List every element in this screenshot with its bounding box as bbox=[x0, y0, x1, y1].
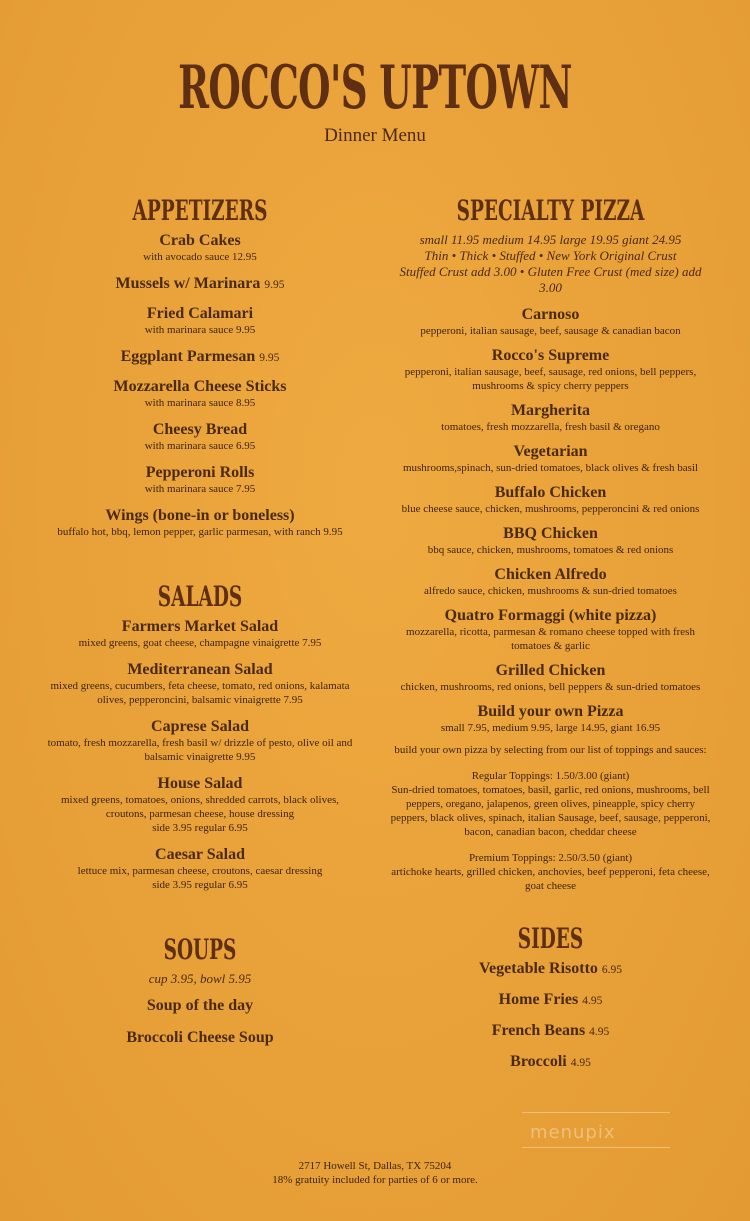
pizza-stuffed-note: Stuffed Crust add 3.00 • Gluten Free Crust (med size) add 3.00 bbox=[399, 264, 702, 295]
build-pizza-name: Build your own Pizza bbox=[477, 703, 624, 720]
menu-item bbox=[40, 348, 360, 367]
premium-toppings-list: artichoke hearts, grilled chicken, anchovies, beef pepperoni, feta cheese, goat cheese bbox=[391, 866, 710, 892]
item-description: with marinara sauce 6.95 bbox=[144, 440, 256, 452]
appetizers-list bbox=[40, 232, 360, 539]
menu-item bbox=[40, 718, 360, 764]
salads-list bbox=[40, 618, 360, 892]
item-name: Vegetarian bbox=[513, 443, 588, 460]
premium-toppings-title: Premium Toppings: 2.50/3.50 (giant) bbox=[468, 852, 633, 864]
menu-item bbox=[40, 464, 360, 496]
side-item bbox=[388, 991, 713, 1010]
menu-item bbox=[388, 484, 713, 516]
menu-item bbox=[40, 618, 360, 650]
item-name bbox=[40, 305, 360, 323]
pizza-sizes-note: small 11.95 medium 14.95 large 19.95 giant 24.95 bbox=[419, 232, 682, 247]
salads-heading: SALADS bbox=[157, 580, 243, 613]
side-price: 4.95 bbox=[582, 995, 603, 1007]
item-description: lettuce mix, parmesan cheese, croutons, caesar dressing bbox=[77, 865, 323, 877]
side-name: Broccoli bbox=[510, 1053, 567, 1070]
menu-item bbox=[388, 566, 713, 598]
item-name: Caesar Salad bbox=[155, 846, 245, 863]
item-description: blue cheese sauce, chicken, mushrooms, pepperoncini & red onions bbox=[401, 503, 700, 515]
side-name: Home Fries bbox=[498, 991, 579, 1008]
item-name-text: Eggplant Parmesan bbox=[120, 348, 256, 365]
item-description: tomatoes, fresh mozzarella, fresh basil & oregano bbox=[441, 421, 660, 433]
item-name: Buffalo Chicken bbox=[494, 484, 607, 501]
item-name bbox=[40, 275, 360, 294]
item-description: mushrooms,spinach, sun-dried tomatoes, black olives & fresh basil bbox=[402, 462, 699, 474]
item-name: Carnoso bbox=[521, 306, 580, 323]
menu-item bbox=[40, 421, 360, 453]
left-column bbox=[40, 190, 360, 1061]
pizza-list bbox=[388, 306, 713, 694]
item-description: with marinara sauce 8.95 bbox=[144, 397, 256, 409]
side-item bbox=[388, 1022, 713, 1041]
item-name: Margherita bbox=[510, 402, 591, 419]
item-name bbox=[40, 378, 360, 396]
sides-list bbox=[388, 960, 713, 1072]
item-name: Chicken Alfredo bbox=[494, 566, 607, 583]
soups-heading: SOUPS bbox=[163, 933, 237, 966]
menu-item bbox=[388, 347, 713, 393]
item-description: buffalo hot, bbq, lemon pepper, garlic parmesan, with ranch 9.95 bbox=[57, 526, 343, 538]
pizza-crust-note: Thin • Thick • Stuffed • New York Original Crust bbox=[424, 248, 677, 263]
menu-item bbox=[388, 607, 713, 653]
menu-item bbox=[40, 305, 360, 337]
side-price: 4.95 bbox=[570, 1057, 591, 1069]
item-description: tomato, fresh mozzarella, fresh basil w/ drizzle of pesto, olive oil and balsamic vinaigrette 9.95 bbox=[47, 737, 353, 763]
item-name: House Salad bbox=[157, 775, 243, 792]
build-pizza-item bbox=[388, 703, 713, 893]
item-name-text: Mozzarella Cheese Sticks bbox=[113, 378, 287, 395]
footer-address: 2717 Howell St, Dallas, TX 75204 bbox=[298, 1160, 452, 1172]
item-name bbox=[40, 507, 360, 525]
pizza-heading: SPECIALTY PIZZA bbox=[456, 194, 645, 227]
item-name: Rocco's Supreme bbox=[491, 347, 610, 364]
item-description: with marinara sauce 9.95 bbox=[144, 324, 256, 336]
item-name: Grilled Chicken bbox=[495, 662, 606, 679]
menu-item bbox=[388, 662, 713, 694]
item-name bbox=[40, 348, 360, 367]
item-name: Quatro Formaggi (white pizza) bbox=[444, 607, 657, 624]
menu-item bbox=[40, 775, 360, 835]
item-description: mixed greens, goat cheese, champagne vinaigrette 7.95 bbox=[78, 637, 322, 649]
item-name-text: Mussels w/ Marinara bbox=[115, 275, 261, 292]
build-pizza-prices: small 7.95, medium 9.95, large 14.95, giant 16.95 bbox=[440, 722, 661, 734]
menu-item bbox=[40, 661, 360, 707]
side-item bbox=[388, 1053, 713, 1072]
menu-item bbox=[388, 402, 713, 434]
build-pizza-intro: build your own pizza by selecting from our list of toppings and sauces: bbox=[394, 744, 707, 756]
item-description: chicken, mushrooms, red onions, bell peppers & sun-dried tomatoes bbox=[400, 681, 701, 693]
item-name-text: Fried Calamari bbox=[146, 305, 254, 322]
item-description: with marinara sauce 7.95 bbox=[144, 483, 256, 495]
item-name-text: Pepperoni Rolls bbox=[145, 464, 255, 481]
item-name bbox=[40, 464, 360, 482]
item-name: BBQ Chicken bbox=[503, 525, 598, 542]
restaurant-title: ROCCO'S UPTOWN bbox=[178, 53, 572, 123]
menu-item bbox=[40, 232, 360, 264]
side-name: French Beans bbox=[491, 1022, 586, 1039]
menu-item bbox=[40, 275, 360, 294]
item-price: 9.95 bbox=[264, 279, 285, 291]
item-price: 9.95 bbox=[259, 352, 280, 364]
item-description: pepperoni, italian sausage, beef, sausage & canadian bacon bbox=[420, 325, 681, 337]
side-price: 6.95 bbox=[601, 964, 623, 976]
menu-item bbox=[40, 507, 360, 539]
item-name: Caprese Salad bbox=[151, 718, 249, 735]
footer bbox=[200, 1159, 550, 1187]
item-description: pepperoni, italian sausage, beef, sausage, red onions, bell peppers, mushrooms & spicy cherry peppers bbox=[404, 366, 697, 392]
soups-price-note: cup 3.95, bowl 5.95 bbox=[148, 971, 252, 986]
item-description: mixed greens, tomatoes, onions, shredded carrots, black olives, croutons, parmesan cheese, house dressing bbox=[61, 794, 339, 820]
appetizers-heading: APPETIZERS bbox=[132, 194, 268, 227]
item-description: alfredo sauce, chicken, mushrooms & sun-dried tomatoes bbox=[424, 585, 677, 597]
item-description: mozzarella, ricotta, parmesan & romano cheese topped with fresh tomatoes & garlic bbox=[406, 626, 695, 652]
side-item bbox=[388, 960, 713, 979]
soup-item: Broccoli Cheese Soup bbox=[126, 1029, 274, 1046]
item-size-prices: side 3.95 regular 6.95 bbox=[152, 879, 248, 891]
item-description: with avocado sauce 12.95 bbox=[143, 251, 257, 263]
item-name bbox=[40, 421, 360, 439]
right-column bbox=[388, 190, 713, 1084]
footer-gratuity: 18% gratuity included for parties of 6 or more. bbox=[272, 1174, 478, 1186]
item-name bbox=[40, 232, 360, 250]
menu-subtitle: Dinner Menu bbox=[324, 125, 426, 146]
soups-list bbox=[40, 997, 360, 1047]
regular-toppings-list: Sun-dried tomatoes, tomatoes, basil, garlic, red onions, mushrooms, bell peppers, oregano, jalapenos, green olives, pineapple, spicy cherry peppers, black olives, spinach, italian Sausage, beef, sausage, pepperoni, bacon, canadian bacon, cheddar cheese bbox=[390, 784, 711, 838]
menu-item bbox=[388, 525, 713, 557]
menu-item bbox=[40, 846, 360, 892]
sides-heading: SIDES bbox=[517, 922, 584, 955]
item-size-prices: side 3.95 regular 6.95 bbox=[152, 822, 248, 834]
soup-item: Soup of the day bbox=[146, 997, 254, 1014]
item-name-text: Crab Cakes bbox=[159, 232, 241, 249]
item-name-text: Cheesy Bread bbox=[152, 421, 248, 438]
item-name: Farmers Market Salad bbox=[121, 618, 279, 635]
menu-item bbox=[388, 306, 713, 338]
item-name: Mediterranean Salad bbox=[127, 661, 273, 678]
item-name-text: Wings (bone-in or boneless) bbox=[105, 507, 295, 524]
regular-toppings-title: Regular Toppings: 1.50/3.00 (giant) bbox=[471, 770, 630, 782]
side-price: 4.95 bbox=[589, 1026, 610, 1038]
side-name: Vegetable Risotto bbox=[478, 960, 598, 977]
item-description: mixed greens, cucumbers, feta cheese, tomato, red onions, kalamata olives, pepperoncini, balsamic vinaigrette 7.95 bbox=[50, 680, 350, 706]
menu-item bbox=[40, 378, 360, 410]
watermark-text: menupix bbox=[530, 1122, 616, 1143]
menu-item bbox=[388, 443, 713, 475]
item-description: bbq sauce, chicken, mushrooms, tomatoes & red onions bbox=[427, 544, 674, 556]
